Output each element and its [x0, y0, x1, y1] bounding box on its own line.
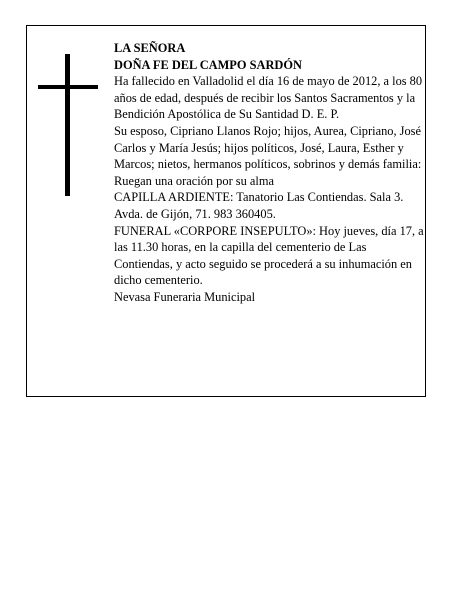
family-list: Su esposo, Cipriano Llanos Rojo; hijos, Aurea, Cipriano, José Carlos y María Jesús; hijos políticos, José, Laura, Esther y Marcos; nietos, hermanos políticos, sobrinos y demás familia: [114, 123, 422, 172]
cross-vertical-bar [65, 54, 70, 196]
cross-horizontal-bar [38, 85, 98, 89]
death-announcement: Ha fallecido en Valladolid el día 16 de mayo de 2012, a los 80 años de edad, después de recibir los Santos Sacramentos y la Bendición Apostólica de Su Santidad D. E. P. [114, 74, 423, 122]
notice-heading-title: LA SEÑORA [114, 41, 186, 55]
funeral-home: Nevasa Funeraria Municipal [114, 289, 256, 304]
prayer-request: Ruegan una oración por su alma [114, 173, 274, 188]
chapel-info: CAPILLA ARDIENTE: Tanatorio Las Contiendas. Sala 3. Avda. de Gijón, 71. 983 360405. [114, 190, 404, 221]
funeral-info: FUNERAL «CORPORE INSEPULTO»: Hoy jueves, día 17, a las 11.30 horas, en la capilla del cementerio de Las Contiendas, y acto seguido se procederá a su inhumación en dicho cementerio. [114, 223, 424, 288]
deceased-name: DOÑA FE DEL CAMPO SARDÓN [114, 57, 302, 72]
notice-text [114, 40, 426, 306]
obituary-notice [26, 25, 426, 397]
